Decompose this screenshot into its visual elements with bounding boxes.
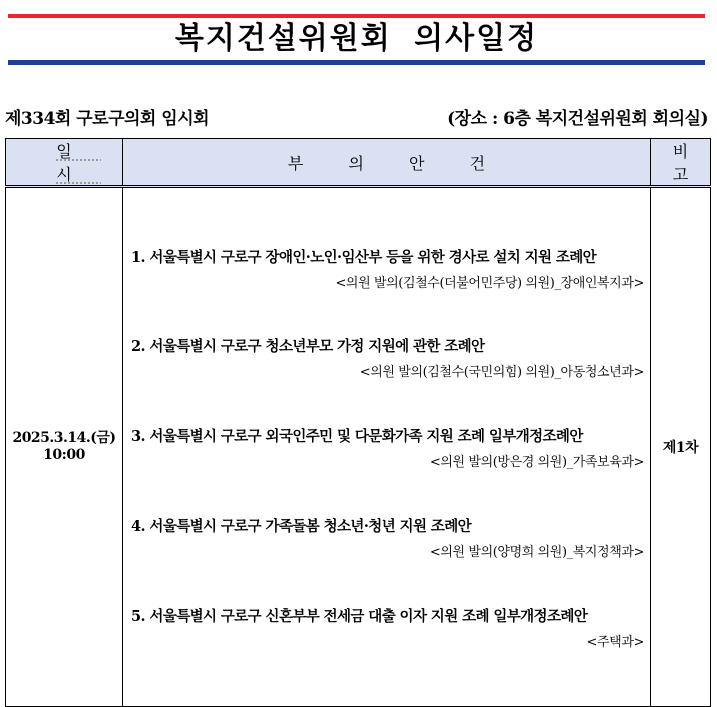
agenda-table: [5, 138, 711, 707]
agenda-item-sponsor: <의원 발의(김철수(국민의힘) 의원)_아동청소년과>: [359, 365, 644, 380]
table-header-row: [6, 139, 711, 187]
agenda-item-sponsor: <의원 발의(방은경 의원)_가족보육과>: [429, 455, 644, 470]
agenda-item: [131, 515, 644, 560]
agenda-item: [131, 246, 644, 291]
header-agenda-char: 안: [409, 153, 425, 173]
header-note: 비 고: [651, 139, 711, 187]
agenda-item-title: 1. 서울특별시 구로구 장애인·노인·임산부 등을 위한 경사로 설치 지원 조례안: [131, 249, 597, 266]
agenda-item-sponsor: <의원 발의(양명희 의원)_복지정책과>: [429, 545, 644, 560]
agenda-item-sponsor: <주택과>: [586, 635, 644, 650]
header-agenda-char: 부: [287, 153, 304, 173]
header-agenda-char: 건: [469, 153, 486, 173]
table-row: [6, 187, 711, 707]
agenda-items-cell: [123, 187, 651, 707]
agenda-item: [131, 425, 644, 470]
header-agenda-char: 의: [348, 153, 364, 173]
agenda-item: [131, 605, 644, 650]
header-agenda: [123, 139, 651, 187]
location-label: (장소 : 6층 복지건설위원회 회의실): [447, 109, 708, 129]
date-cell: [6, 187, 123, 707]
agenda-item-sponsor: <의원 발의(김철수(더불어민주당) 의원)_장애인복지과>: [335, 276, 644, 291]
session-label: 제334회 구로구의회 임시회: [5, 109, 210, 129]
agenda-item-title: 4. 서울특별시 구로구 가족돌봄 청소년·청년 지원 조례안: [131, 518, 472, 535]
agenda-item-title: 5. 서울특별시 구로구 신혼부부 전세금 대출 이자 지원 조례 일부개정조례안: [131, 608, 588, 625]
meeting-time: 10:00: [43, 447, 85, 463]
header-date: [6, 139, 123, 187]
meeting-date: 2025.3.14.(금): [12, 430, 116, 446]
header-date-label: 일 시: [56, 142, 102, 184]
page-title: 복지건설위원회 의사일정: [174, 21, 539, 56]
note-cell: 제1차: [651, 187, 711, 707]
title-bottom-rule: [8, 60, 705, 65]
agenda-item: [131, 335, 644, 380]
agenda-item-title: 2. 서울특별시 구로구 청소년부모 가정 지원에 관한 조례안: [131, 338, 485, 355]
agenda-item-title: 3. 서울특별시 구로구 외국인주민 및 다문화가족 지원 조례 일부개정조례안: [131, 428, 583, 445]
